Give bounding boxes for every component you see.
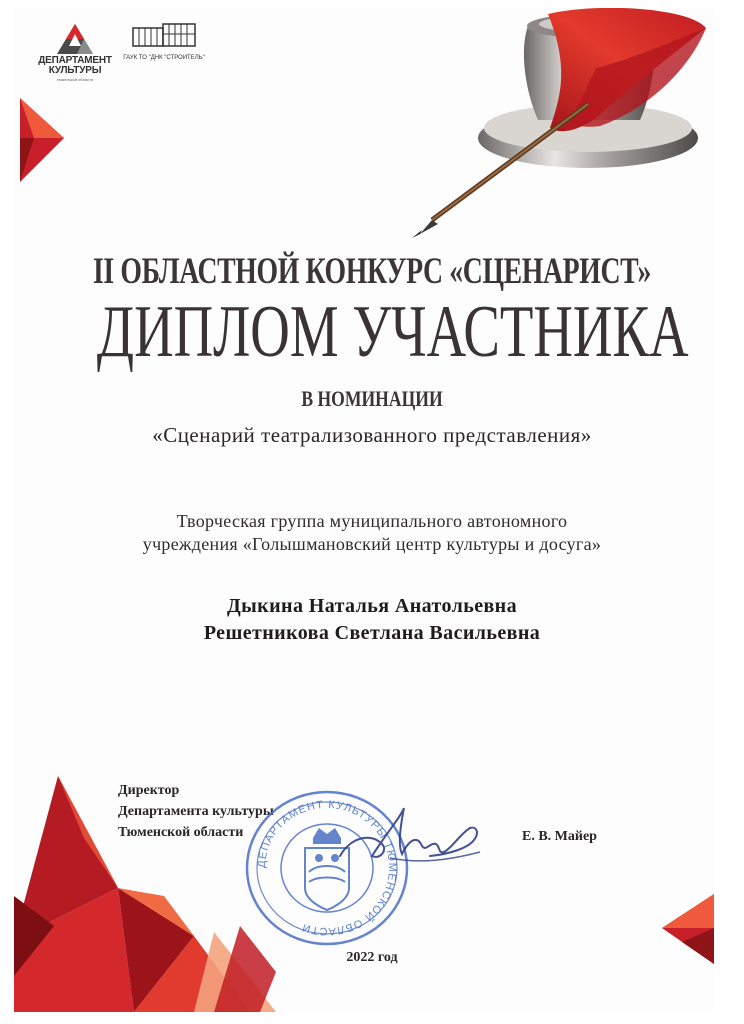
department-logo-line1: ДЕПАРТАМЕНТ <box>38 55 112 66</box>
signatory-line-1: Директор <box>118 783 180 798</box>
department-logo-icon <box>55 22 95 56</box>
participant-names <box>0 593 744 647</box>
group-line-2: учреждения «Голышмановский центр культуры и досуга» <box>142 534 602 554</box>
group-description <box>0 510 744 556</box>
nomination-name: «Сценарий театрализованного представления» <box>152 423 592 447</box>
signatory-name: Е. В. Майер <box>522 829 597 844</box>
group-line-1: Творческая группа муниципального автономного <box>176 511 568 531</box>
department-logo-line2: КУЛЬТУРЫ <box>48 65 102 76</box>
diploma-title: ДИПЛОМ УЧАСТНИКА <box>96 291 689 373</box>
participant-name: Решетникова Светлана Васильевна <box>203 622 541 644</box>
venue-logo-text: ГАУК ТО "ДНК "СТРОИТЕЛЬ" <box>123 55 205 61</box>
building-icon <box>131 22 197 48</box>
handwritten-signature <box>330 798 490 878</box>
department-logo-sub: тюменской области <box>56 77 94 82</box>
department-logo <box>34 22 116 82</box>
participant-name: Дыкина Наталья Анатольевна <box>227 595 517 617</box>
issue-year: 2022 год <box>346 950 398 965</box>
contest-title: II ОБЛАСТНОЙ КОНКУРС «СЦЕНАРИСТ» <box>93 251 652 292</box>
stamp-ring-text: ДЕПАРТАМЕНТ КУЛЬТУРЫ ТЮМЕНСКОЙ ОБЛАСТИ <box>255 798 399 938</box>
venue-logo <box>120 22 208 61</box>
signatory-line-2: Департамента культуры <box>118 804 274 819</box>
nomination-label: В НОМИНАЦИИ <box>301 386 443 411</box>
inkwell-quill-icon <box>400 8 714 240</box>
signatory-line-3: Тюменской области <box>118 825 244 840</box>
red-triangle-decoration-icon <box>20 98 66 184</box>
